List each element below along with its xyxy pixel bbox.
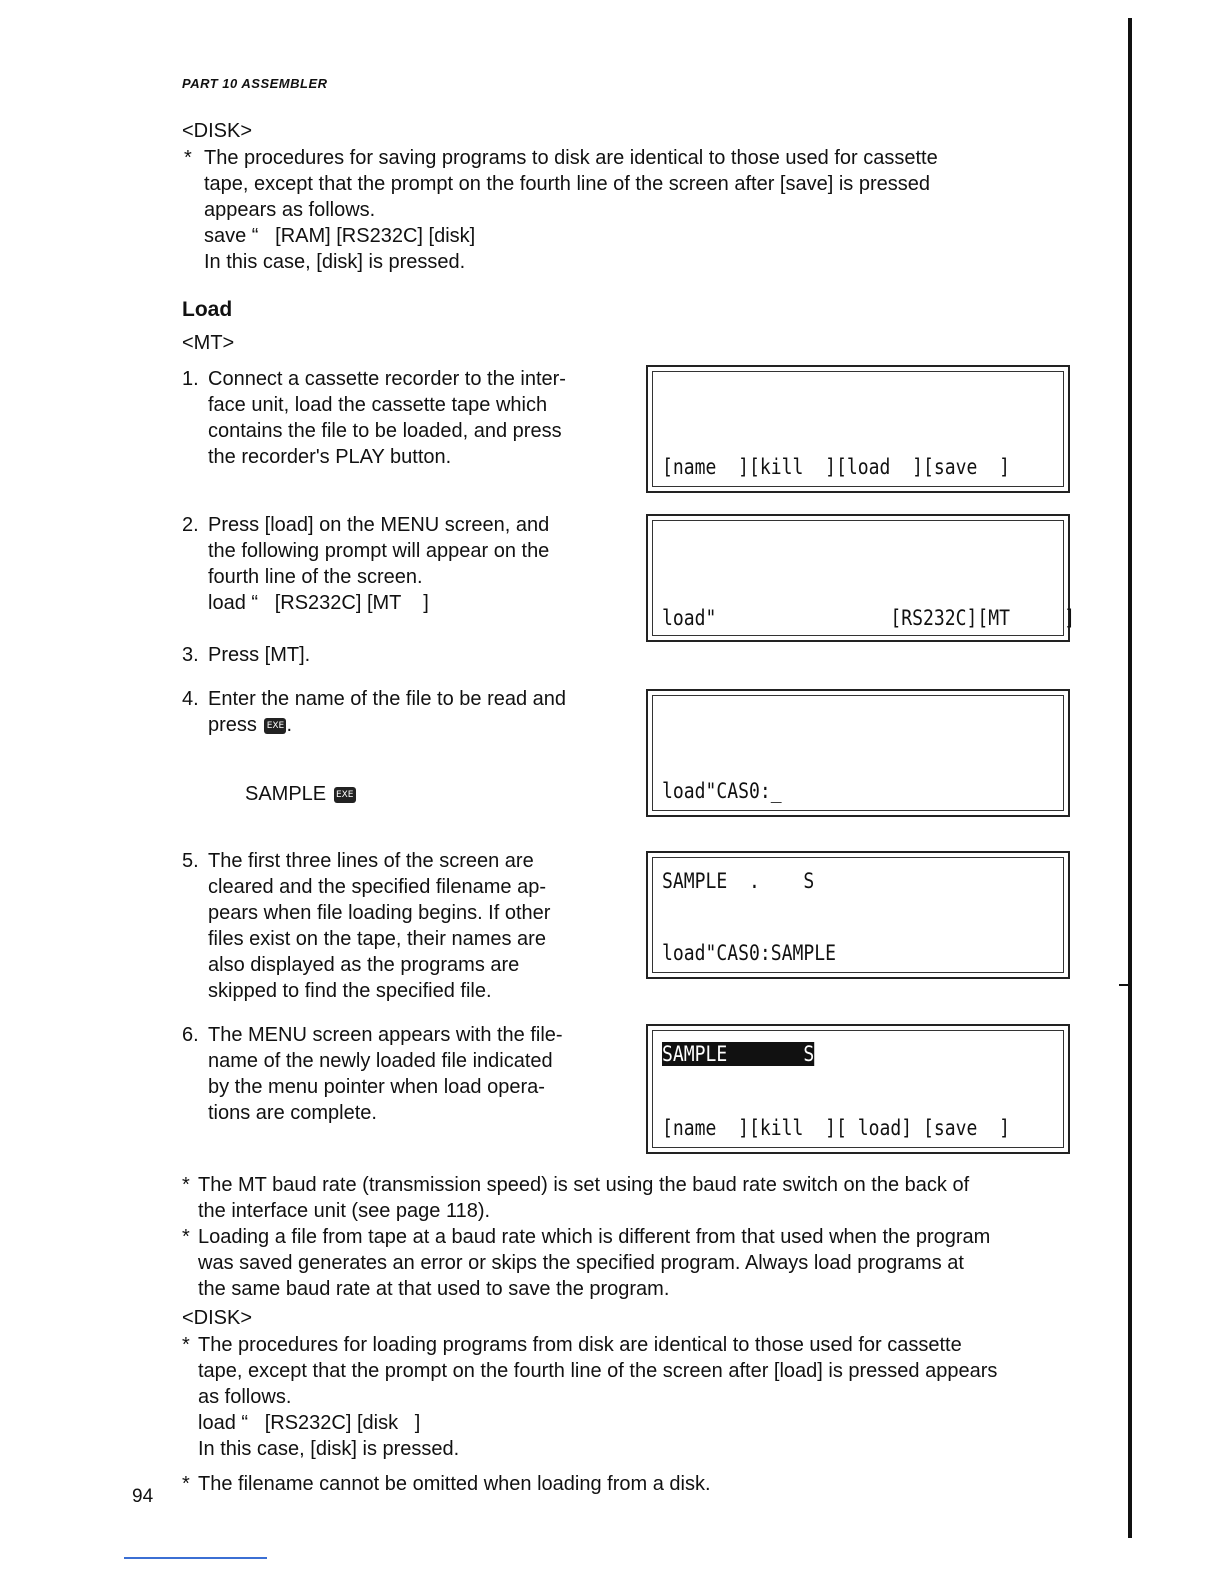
step-line: by the menu pointer when load opera- <box>208 1076 545 1098</box>
lcd-line-1 <box>662 1042 1003 1066</box>
lcd-screen-load-prompt <box>646 514 1076 642</box>
step-line: Press [load] on the MENU screen, and <box>208 514 550 536</box>
step-line: contains the file to be loaded, and press <box>208 420 562 442</box>
lcd-line-4: load"CAS0:_ <box>662 779 782 803</box>
note-baud-rate-mismatch <box>182 1224 1078 1302</box>
step-line: The first three lines of the screen are <box>208 850 534 872</box>
step-line: Connect a cassette recorder to the inter- <box>208 368 566 390</box>
disk-save-line: tape, except that the prompt on the fourth line of the screen after [save] is pressed <box>204 173 930 195</box>
step-prompt: load “ [RS232C] [MT ] <box>208 592 429 614</box>
note-line: was saved generates an error or skips the specified program. Always load programs at <box>198 1252 964 1274</box>
page-number: 94 <box>132 1486 154 1507</box>
sample-entry <box>245 781 356 807</box>
step-number: 6. <box>182 1024 199 1046</box>
step-line: tions are complete. <box>208 1102 377 1124</box>
bullet-mark: * <box>182 1473 190 1495</box>
step-line: pears when file loading begins. If other <box>208 902 551 924</box>
step-line: cleared and the specified filename ap- <box>208 876 546 898</box>
step-line-text: press <box>208 714 257 736</box>
disk-load-note <box>182 1332 1078 1462</box>
lcd-screen-loading <box>646 851 1070 979</box>
step-number: 3. <box>182 644 199 666</box>
note-line: Loading a file from tape at a baud rate which is different from that used when the program <box>198 1226 991 1248</box>
note-filename-required <box>182 1471 1078 1497</box>
margin-tick <box>1119 984 1129 986</box>
step-text <box>208 642 600 668</box>
lcd-screen-filename-entry <box>646 689 1070 817</box>
note-line: the same baud rate at that used to save the program. <box>198 1278 670 1300</box>
step-5 <box>182 848 602 1008</box>
step-3 <box>182 642 602 672</box>
step-line: files exist on the tape, their names are <box>208 928 546 950</box>
step-number: 4. <box>182 688 199 710</box>
running-header: PART 10 ASSEMBLER <box>182 76 328 91</box>
disk-save-line: The procedures for saving programs to disk are identical to those used for cassette <box>204 147 938 169</box>
step-line: also displayed as the programs are <box>208 954 520 976</box>
lcd-screen-menu <box>646 365 1070 493</box>
disk-load-line: The procedures for loading programs from disk are identical to those used for cassette <box>198 1334 962 1356</box>
lcd-line-4: [name ][kill ][ load] [save ] <box>662 1116 1010 1140</box>
disk-save-line: appears as follows. <box>204 199 376 221</box>
step-text <box>208 848 600 1004</box>
bullet-mark: * <box>182 1174 190 1196</box>
step-line: The MENU screen appears with the file- <box>208 1024 563 1046</box>
disk-save-prompt: save “ [RAM] [RS232C] [disk] <box>204 225 476 247</box>
bullet-mark: * <box>182 1334 190 1356</box>
step-line: the following prompt will appear on the <box>208 540 550 562</box>
exe-key-icon: EXE <box>334 787 356 803</box>
step-text <box>208 512 600 616</box>
page-spine-line <box>1128 18 1132 1538</box>
bullet-mark: * <box>184 147 192 169</box>
lcd-line-4: [name ][kill ][load ][save ] <box>662 455 1010 479</box>
step-line: Press [MT]. <box>208 644 311 666</box>
note-line: The filename cannot be omitted when loading from a disk. <box>198 1473 711 1495</box>
lcd-line-4: load" [RS232C][MT ] <box>662 606 1076 630</box>
disk-save-tag: <DISK> <box>182 120 253 142</box>
lcd-line-4: load"CAS0:SAMPLE <box>662 941 836 965</box>
note-line: the interface unit (see page 118). <box>198 1200 491 1222</box>
step-text <box>208 366 600 470</box>
disk-load-prompt: load “ [RS232C] [disk ] <box>198 1412 421 1434</box>
step-line: skipped to find the specified file. <box>208 980 492 1002</box>
footer-rule <box>124 1557 267 1559</box>
step-2 <box>182 512 602 622</box>
step-line <box>208 712 600 738</box>
sample-entry-text: SAMPLE <box>245 783 327 805</box>
load-heading: Load <box>182 298 233 321</box>
menu-pointer-highlight: SAMPLE S <box>662 1042 815 1066</box>
note-line: The MT baud rate (transmission speed) is set using the baud rate switch on the back of <box>198 1174 970 1196</box>
bullet-mark: * <box>182 1226 190 1248</box>
step-text <box>208 1022 600 1126</box>
note-baud-rate-switch <box>182 1172 1078 1224</box>
step-line: fourth line of the screen. <box>208 566 423 588</box>
mt-tag: <MT> <box>182 332 235 354</box>
step-number: 2. <box>182 514 199 536</box>
step-1 <box>182 366 602 476</box>
disk-load-line: tape, except that the prompt on the fourth line of the screen after [load] is pressed appears <box>198 1360 998 1382</box>
period: . <box>286 714 293 736</box>
step-text <box>208 686 600 738</box>
step-4 <box>182 686 602 742</box>
disk-load-line: as follows. <box>198 1386 292 1408</box>
disk-load-line: In this case, [disk] is pressed. <box>198 1438 460 1460</box>
step-line: Enter the name of the file to be read and <box>208 688 567 710</box>
lcd-line-1: SAMPLE . S <box>662 869 815 893</box>
step-line: the recorder's PLAY button. <box>208 446 452 468</box>
exe-key-icon: EXE <box>264 718 286 734</box>
lcd-screen-menu-loaded <box>646 1024 1070 1154</box>
disk-save-note <box>184 145 1084 275</box>
disk-load-tag: <DISK> <box>182 1307 253 1329</box>
step-number: 5. <box>182 850 199 872</box>
step-line: face unit, load the cassette tape which <box>208 394 548 416</box>
step-line: name of the newly loaded file indicated <box>208 1050 553 1072</box>
step-6 <box>182 1022 602 1132</box>
step-number: 1. <box>182 368 199 390</box>
disk-save-line: In this case, [disk] is pressed. <box>204 251 466 273</box>
